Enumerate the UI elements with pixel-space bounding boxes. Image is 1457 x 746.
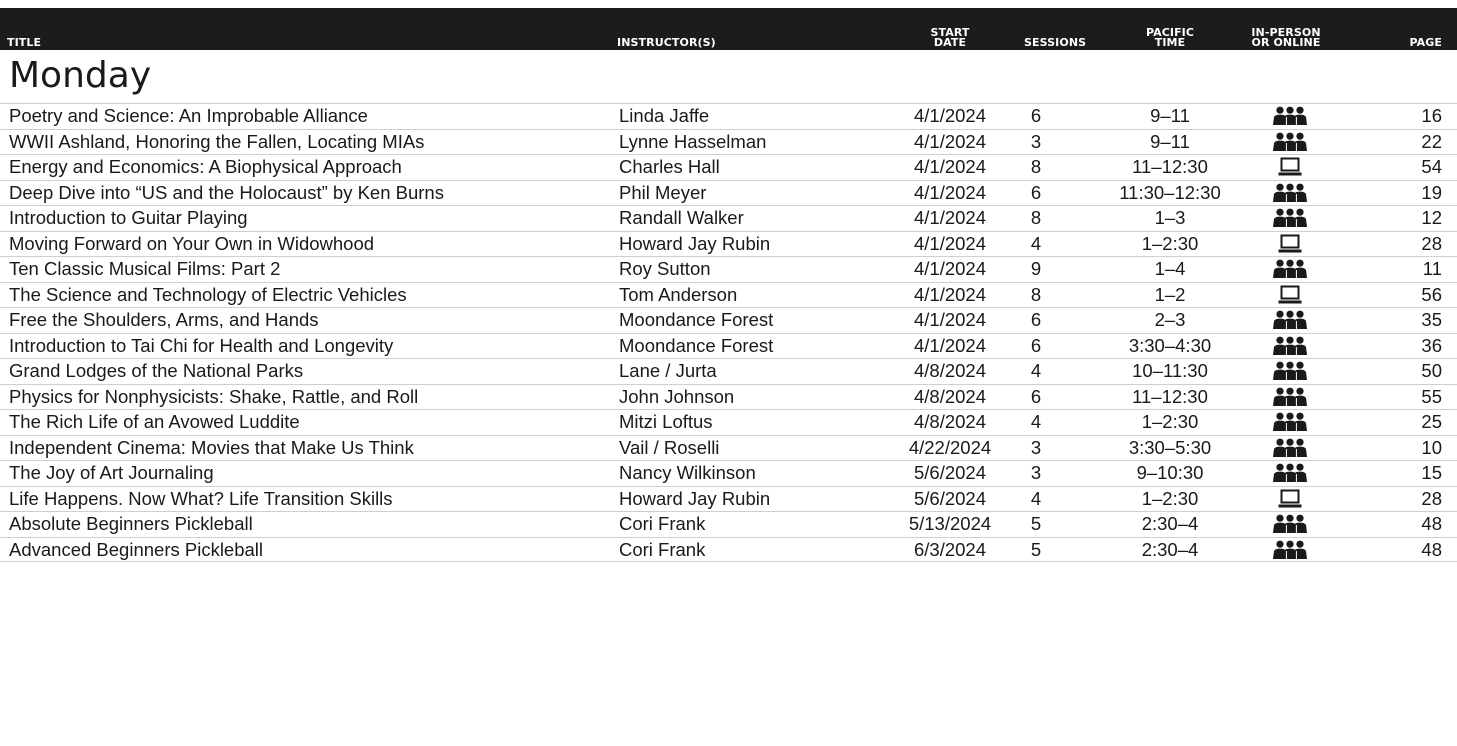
course-page: 22 xyxy=(1421,130,1442,152)
course-time: 2–3 xyxy=(1154,309,1186,330)
course-time: 3:30–5:30 xyxy=(1128,436,1212,458)
table-row xyxy=(0,384,1457,410)
course-title: WWII Ashland, Honoring the Fallen, Locating MIAs xyxy=(9,130,425,152)
header-start-date: START DATE xyxy=(930,26,970,49)
course-start-date: 4/1/2024 xyxy=(913,232,986,254)
course-title: Life Happens. Now What? Life Transition Skills xyxy=(9,487,393,509)
course-sessions: 9 xyxy=(1030,258,1042,279)
course-sessions: 6 xyxy=(1030,309,1042,330)
course-sessions: 3 xyxy=(1030,436,1042,458)
course-sessions: 8 xyxy=(1030,156,1042,177)
table-row xyxy=(0,307,1457,333)
course-page: 28 xyxy=(1421,487,1442,509)
course-start-date: 4/1/2024 xyxy=(913,309,986,330)
course-page: 15 xyxy=(1421,462,1442,483)
course-title: Energy and Economics: A Biophysical Approach xyxy=(9,156,402,177)
course-title: Introduction to Guitar Playing xyxy=(9,207,248,228)
table-row xyxy=(0,435,1457,461)
course-page: 56 xyxy=(1421,283,1442,305)
course-table xyxy=(0,103,1457,562)
course-start-date: 5/6/2024 xyxy=(913,487,986,509)
course-start-date: 4/8/2024 xyxy=(913,411,986,432)
course-time: 9–10:30 xyxy=(1136,462,1204,483)
course-instructor: Howard Jay Rubin xyxy=(619,487,771,509)
header-title: TITLE xyxy=(7,36,42,49)
table-row xyxy=(0,511,1457,537)
day-heading: Monday xyxy=(9,55,152,96)
course-start-date: 4/1/2024 xyxy=(913,181,986,203)
course-time: 11–12:30 xyxy=(1132,156,1208,177)
course-time: 2:30–4 xyxy=(1141,538,1199,560)
course-title: Absolute Beginners Pickleball xyxy=(9,513,253,534)
course-title: Poetry and Science: An Improbable Alliance xyxy=(9,105,368,126)
course-page: 19 xyxy=(1421,181,1442,203)
course-instructor: John Johnson xyxy=(619,385,735,407)
course-time: 9–11 xyxy=(1150,105,1190,126)
course-page: 25 xyxy=(1421,411,1442,432)
table-row xyxy=(0,486,1457,512)
course-sessions: 6 xyxy=(1030,105,1042,126)
people-icon xyxy=(1270,206,1310,230)
course-start-date: 4/22/2024 xyxy=(908,436,992,458)
course-title: Physics for Nonphysicists: Shake, Rattle, and Roll xyxy=(9,385,419,407)
course-instructor: Linda Jaffe xyxy=(619,105,710,126)
course-page: 50 xyxy=(1421,360,1442,381)
course-time: 11:30–12:30 xyxy=(1119,181,1221,203)
course-time: 10–11:30 xyxy=(1132,360,1208,381)
course-time: 9–11 xyxy=(1150,130,1190,152)
header-pacific-time: PACIFIC TIME xyxy=(1145,26,1195,49)
course-time: 1–3 xyxy=(1154,207,1186,228)
table-row xyxy=(0,537,1457,563)
course-sessions: 8 xyxy=(1030,207,1042,228)
laptop-icon xyxy=(1270,232,1310,256)
course-instructor: Moondance Forest xyxy=(619,309,774,330)
people-icon xyxy=(1270,308,1310,332)
header-instructors: INSTRUCTOR(S) xyxy=(617,36,716,49)
table-row xyxy=(0,180,1457,206)
people-icon xyxy=(1270,181,1310,205)
course-sessions: 4 xyxy=(1030,411,1042,432)
course-instructor: Moondance Forest xyxy=(619,334,774,356)
course-start-date: 4/1/2024 xyxy=(913,207,986,228)
people-icon xyxy=(1270,104,1310,128)
table-row xyxy=(0,103,1457,129)
table-row xyxy=(0,460,1457,486)
course-title: The Science and Technology of Electric Vehicles xyxy=(9,283,407,305)
course-start-date: 5/13/2024 xyxy=(908,513,992,534)
course-instructor: Lynne Hasselman xyxy=(619,130,767,152)
course-page: 12 xyxy=(1421,207,1442,228)
course-title: Advanced Beginners Pickleball xyxy=(9,538,264,560)
table-row xyxy=(0,256,1457,282)
course-instructor: Mitzi Loftus xyxy=(619,411,713,432)
header-sessions: SESSIONS xyxy=(1024,36,1087,49)
course-time: 1–4 xyxy=(1154,258,1186,279)
course-time: 11–12:30 xyxy=(1132,385,1208,407)
people-icon xyxy=(1270,257,1310,281)
course-start-date: 4/1/2024 xyxy=(913,334,986,356)
course-sessions: 5 xyxy=(1030,513,1042,534)
course-sessions: 4 xyxy=(1030,360,1042,381)
people-icon xyxy=(1270,461,1310,485)
table-row xyxy=(0,358,1457,384)
course-start-date: 6/3/2024 xyxy=(913,538,986,560)
table-header xyxy=(0,8,1457,50)
course-sessions: 4 xyxy=(1030,232,1042,254)
course-instructor: Cori Frank xyxy=(619,513,706,534)
course-title: Introduction to Tai Chi for Health and Longevity xyxy=(9,334,394,356)
laptop-icon xyxy=(1270,155,1310,179)
laptop-icon xyxy=(1270,487,1310,511)
course-start-date: 4/1/2024 xyxy=(913,130,986,152)
table-row xyxy=(0,129,1457,155)
course-page: 36 xyxy=(1421,334,1442,356)
course-instructor: Randall Walker xyxy=(619,207,744,228)
course-start-date: 4/1/2024 xyxy=(913,105,986,126)
course-time: 2:30–4 xyxy=(1141,513,1199,534)
course-sessions: 6 xyxy=(1030,334,1042,356)
people-icon xyxy=(1270,385,1310,409)
people-icon xyxy=(1270,130,1310,154)
course-time: 1–2:30 xyxy=(1141,487,1199,509)
header-mode: IN-PERSON OR ONLINE xyxy=(1251,26,1321,49)
course-start-date: 4/8/2024 xyxy=(913,360,986,381)
course-title: Deep Dive into “US and the Holocaust” by Ken Burns xyxy=(9,181,444,203)
course-sessions: 6 xyxy=(1030,385,1042,407)
course-sessions: 4 xyxy=(1030,487,1042,509)
course-instructor: Vail / Roselli xyxy=(619,436,720,458)
people-icon xyxy=(1270,538,1310,562)
course-title: Moving Forward on Your Own in Widowhood xyxy=(9,232,375,254)
course-sessions: 6 xyxy=(1030,181,1042,203)
course-page: 48 xyxy=(1421,538,1442,560)
course-start-date: 5/6/2024 xyxy=(913,462,986,483)
course-instructor: Charles Hall xyxy=(619,156,720,177)
course-sessions: 5 xyxy=(1030,538,1042,560)
table-row xyxy=(0,409,1457,435)
course-time: 3:30–4:30 xyxy=(1128,334,1212,356)
table-row xyxy=(0,154,1457,180)
course-title: Ten Classic Musical Films: Part 2 xyxy=(9,258,281,279)
course-start-date: 4/1/2024 xyxy=(913,156,986,177)
course-page: 10 xyxy=(1421,436,1442,458)
table-row xyxy=(0,205,1457,231)
course-instructor: Tom Anderson xyxy=(619,283,738,305)
course-start-date: 4/8/2024 xyxy=(913,385,986,407)
course-instructor: Phil Meyer xyxy=(619,181,707,203)
people-icon xyxy=(1270,436,1310,460)
header-page: PAGE xyxy=(1409,36,1442,49)
people-icon xyxy=(1270,512,1310,536)
course-page: 35 xyxy=(1421,309,1442,330)
table-row xyxy=(0,333,1457,359)
course-title: The Joy of Art Journaling xyxy=(9,462,214,483)
course-page: 16 xyxy=(1421,105,1442,126)
course-instructor: Lane / Jurta xyxy=(619,360,717,381)
people-icon xyxy=(1270,359,1310,383)
course-page: 55 xyxy=(1421,385,1442,407)
course-start-date: 4/1/2024 xyxy=(913,258,986,279)
course-page: 48 xyxy=(1421,513,1442,534)
course-title: Grand Lodges of the National Parks xyxy=(9,360,304,381)
course-time: 1–2 xyxy=(1154,283,1186,305)
course-time: 1–2:30 xyxy=(1141,232,1199,254)
course-time: 1–2:30 xyxy=(1141,411,1199,432)
course-page: 28 xyxy=(1421,232,1442,254)
course-start-date: 4/1/2024 xyxy=(913,283,986,305)
people-icon xyxy=(1270,410,1310,434)
people-icon xyxy=(1270,334,1310,358)
course-sessions: 3 xyxy=(1030,462,1042,483)
course-page: 11 xyxy=(1422,258,1442,279)
table-row xyxy=(0,282,1457,308)
course-title: Independent Cinema: Movies that Make Us Think xyxy=(9,436,414,458)
course-page: 54 xyxy=(1421,156,1442,177)
course-title: The Rich Life of an Avowed Luddite xyxy=(9,411,300,432)
laptop-icon xyxy=(1270,283,1310,307)
course-sessions: 3 xyxy=(1030,130,1042,152)
course-sessions: 8 xyxy=(1030,283,1042,305)
course-instructor: Cori Frank xyxy=(619,538,706,560)
course-instructor: Nancy Wilkinson xyxy=(619,462,756,483)
course-title: Free the Shoulders, Arms, and Hands xyxy=(9,309,319,330)
course-instructor: Roy Sutton xyxy=(619,258,711,279)
course-instructor: Howard Jay Rubin xyxy=(619,232,771,254)
table-row xyxy=(0,231,1457,257)
